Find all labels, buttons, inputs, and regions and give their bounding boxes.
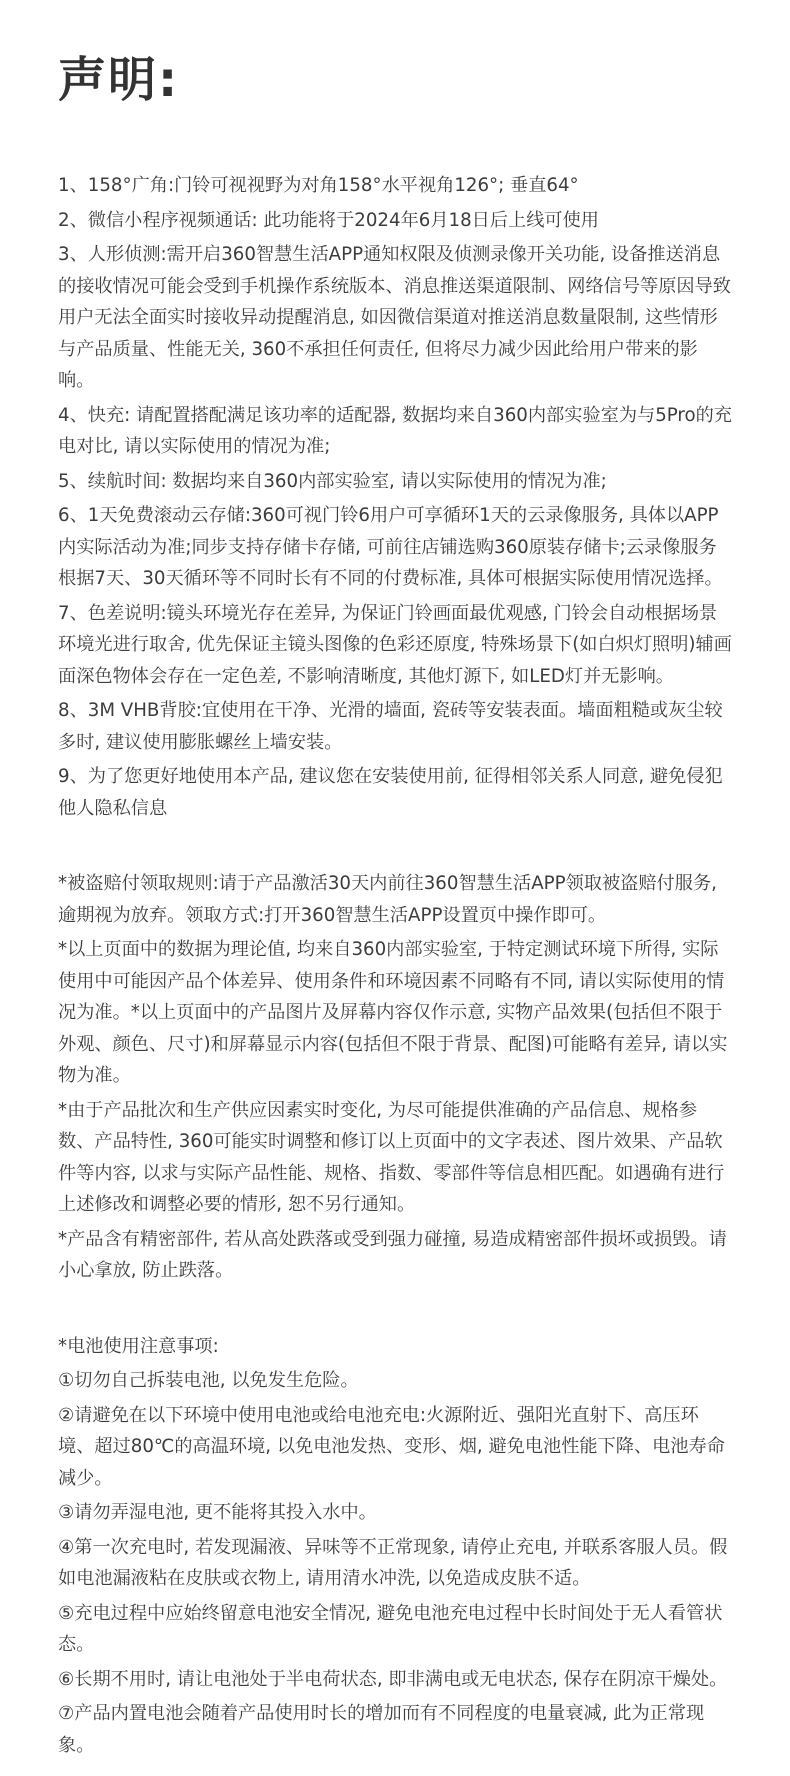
note-item: 9、为了您更好地使用本产品, 建议您在安装使用前, 征得相邻关系人同意, 避免侵犯他人隐私信息 bbox=[58, 766, 723, 819]
disclaimers-section bbox=[58, 868, 732, 1287]
battery-item: ②请避免在以下环境中使用电池或给电池充电:火源附近、强阳光直射下、高压环境、超过80℃的高温环境, 以免电池发热、变形、烟, 避免电池性能下降、电池寿命减少。 bbox=[58, 1404, 725, 1489]
note-item: 1、158°广角:门铃可视视野为对角158°水平视角126°; 垂直64° bbox=[58, 175, 579, 196]
page-title: 声明: bbox=[58, 52, 180, 108]
disclaimer-item: *以上页面中的数据为理论值, 均来自360内部实验室, 于特定测试环境下所得, 实际使用中可能因产品个体差异、使用条件和环境因素不同略有不同, 请以实际使用的情况为准。*以上页面中的产品图片及屏幕内容仅作示意, 实物产品效果(包括但不限于外观、颜色、尺寸)和屏幕显示内容(包括但不限于背景、配图)可能略有差异, 请以实物为准。 bbox=[58, 939, 728, 1086]
note-item: 3、人形侦测:需开启360智慧生活APP通知权限及侦测录像开关功能, 设备推送消息的接收情况可能会受到手机操作系统版本、消息推送渠道限制、网络信号等原因导致用户无法全面实时接收异动提醒消息, 如因微信渠道对推送消息数量限制, 这些情形与产品质量、性能无关, 360不承担任何责任, 但将尽力减少因此给用户带来的影响。 bbox=[58, 244, 731, 391]
battery-heading: *电池使用注意事项: bbox=[58, 1335, 219, 1357]
note-item: 8、3M VHB背胶:宜使用在干净、光滑的墙面, 瓷砖等安装表面。墙面粗糙或灰尘较多时, 建议使用膨胀螺丝上墙安装。 bbox=[58, 700, 723, 753]
note-item: 4、快充: 请配置搭配满足该功率的适配器, 数据均来自360内部实验室为与5Pro的充电对比, 请以实际使用的情况为准; bbox=[58, 404, 732, 457]
battery-section bbox=[58, 1331, 732, 1762]
battery-item: ③请勿弄湿电池, 更不能将其投入水中。 bbox=[58, 1502, 377, 1523]
disclaimer-item: *产品含有精密部件, 若从高处跌落或受到强力碰撞, 易造成精密部件损坏或损毁。请小心拿放, 防止跌落。 bbox=[58, 1228, 727, 1281]
disclaimer-item: *被盗赔付领取规则:请于产品激活30天内前往360智慧生活APP领取被盗赔付服务, 逾期视为放弃。领取方式:打开360智慧生活APP设置页中操作即可。 bbox=[58, 873, 717, 926]
disclaimer-item: *由于产品批次和生产供应因素实时变化, 为尽可能提供准确的产品信息、规格参数、产品特性, 360可能实时调整和修订以上页面中的文字表述、图片效果、产品软件等内容, 以求与实际产品性能、规格、指数、零部件等信息相匹配。如遇确有进行上述修改和调整必要的情形, 恕不另行通知。 bbox=[58, 1099, 725, 1215]
battery-item: ①切勿自己拆装电池, 以免发生危险。 bbox=[58, 1370, 359, 1391]
note-item: 7、色差说明:镜头环境光存在差异, 为保证门铃画面最优观感, 门铃会自动根据场景环境光进行取舍, 优先保证主镜头图像的色彩还原度, 特殊场景下(如白炽灯照明)辅画面深色物体会存在一定色差, 不影响清晰度, 其他灯源下, 如LED灯并无影响。 bbox=[58, 602, 732, 687]
note-item: 6、1天免费滚动云存储:360可视门铃6用户可享循环1天的云录像服务, 具体以APP内实际活动为准;同步支持存储卡存储, 可前往店铺选购360原装存储卡;云录像服务根据7天、30天循环等不同时长有不同的付费标准, 具体可根据实际使用情况选择。 bbox=[58, 505, 723, 589]
note-item: 5、续航时间: 数据均来自360内部实验室, 请以实际使用的情况为准; bbox=[58, 470, 607, 492]
battery-item: ⑤充电过程中应始终留意电池安全情况, 避免电池充电过程中长时间处于无人看管状态。 bbox=[58, 1602, 723, 1655]
battery-item: ⑦产品内置电池会随着产品使用时长的增加而有不同程度的电量衰减, 此为正常现象。 bbox=[58, 1703, 705, 1756]
battery-item: ⑥长期不用时, 请让电池处于半电荷状态, 即非满电或无电状态, 保存在阴凉干燥处。 bbox=[58, 1668, 728, 1690]
battery-item: ④第一次充电时, 若发现漏液、异味等不正常现象, 请停止充电, 并联系客服人员。假如电池漏液粘在皮肤或衣物上, 请用清水冲洗, 以免造成皮肤不适。 bbox=[58, 1536, 728, 1589]
notes-section bbox=[58, 170, 732, 824]
note-item: 2、微信小程序视频通话: 此功能将于2024年6月18日后上线可使用 bbox=[58, 209, 599, 231]
